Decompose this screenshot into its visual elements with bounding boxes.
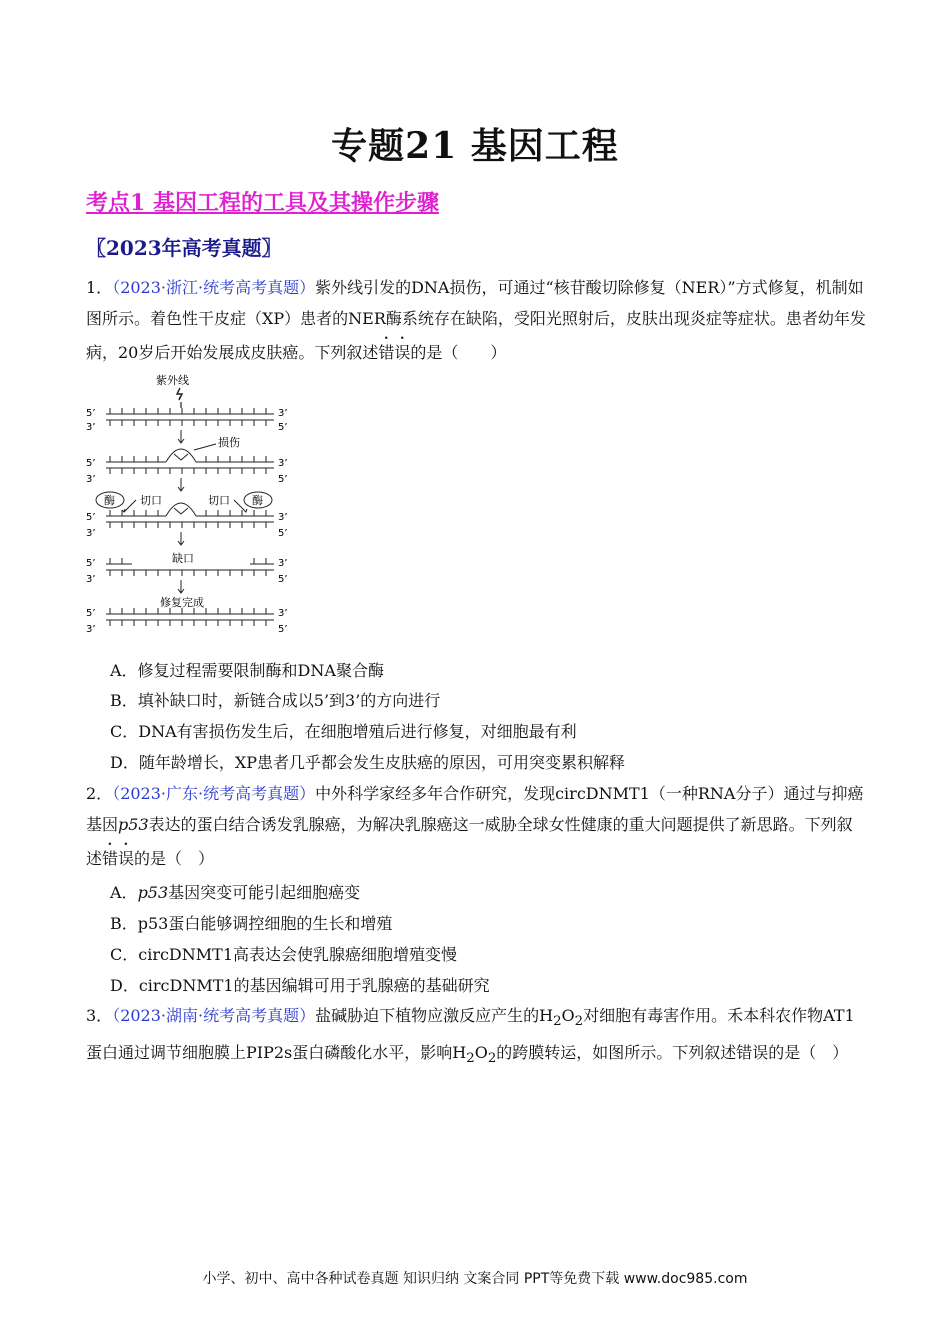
- subscript: 2: [574, 1014, 584, 1030]
- end-label: 5’: [278, 474, 288, 485]
- end-label: 5’: [86, 408, 96, 419]
- dna-row-1: [106, 408, 274, 426]
- question-3: [86, 1000, 866, 1074]
- question-2: [86, 778, 866, 874]
- end-label: 5’: [86, 512, 96, 523]
- year-heading: 〖2023年高考真题〗: [86, 236, 282, 260]
- question-text: 紫外线引发的DNA损伤，可通过“核苷酸切除修复（NER）”方式修复，机制如图所示。着色性干皮症（XP）患者的NER酶系统存在缺陷，受阳光照射后，皮肤出现炎症等症状。患者幼年发病，20岁后开始发展成皮肤癌。下列叙述: [86, 278, 866, 362]
- end-label: 5’: [86, 458, 96, 469]
- end-label: 3’: [86, 474, 96, 485]
- gene-name: p53: [118, 815, 149, 834]
- question-number: 3．: [86, 1006, 113, 1025]
- enzyme-label: 酶: [104, 494, 115, 507]
- question-text-end: 的是（ ）: [134, 849, 215, 868]
- dna-row-3: [96, 492, 274, 528]
- page-title: 专题21 基因工程: [331, 125, 619, 167]
- q2-option-c: C．circDNMT1高表达会使乳腺癌细胞增殖变慢: [110, 945, 457, 964]
- question-source: （2023·广东·统考高考真题）: [112, 784, 316, 803]
- enzyme-label: 酶: [252, 494, 263, 507]
- q1-option-c: C．DNA有害损伤发生后，在细胞增殖后进行修复，对细胞最有利: [110, 722, 577, 741]
- cut-label: 切口: [208, 494, 230, 507]
- end-label: 3’: [86, 624, 96, 635]
- question-text: 盐碱胁迫下植物应激反应产生的H: [315, 1006, 554, 1025]
- q2-option-b: B．p53蛋白能够调控细胞的生长和增殖: [110, 914, 393, 933]
- end-label: 5’: [278, 528, 288, 539]
- gene-name: p53: [137, 883, 169, 902]
- subscript: 2: [553, 1014, 562, 1030]
- question-text: O: [561, 1006, 575, 1025]
- q1-option-a: A．修复过程需要限制酶和DNA聚合酶: [110, 661, 384, 680]
- option-label: A．: [110, 883, 138, 902]
- subscript: 2: [466, 1051, 475, 1067]
- emphasis-text: 错误: [102, 849, 135, 868]
- dna-repair-figure: [84, 370, 304, 640]
- end-label: 3’: [278, 458, 288, 469]
- q2-option-a: [110, 882, 360, 904]
- question-text: 表达的蛋白结合诱发乳腺癌，为解决乳腺癌这一威胁全球女性健康的重大问题提供了新思路。下列叙述: [86, 815, 853, 868]
- q1-option-d: D．随年龄增长，XP患者几乎都会发生皮肤癌的原因，可用突变累积解释: [110, 753, 625, 772]
- end-label: 3’: [86, 528, 96, 539]
- page-footer: 小学、初中、高中各种试卷真题 知识归纳 文案合同 PPT等免费下载 www.doc985.com: [202, 1271, 748, 1287]
- cut-label: 切口: [140, 494, 162, 507]
- dna-row-5: [106, 608, 274, 626]
- question-number: 1．: [86, 278, 113, 297]
- question-source: （2023·湖南·统考高考真题）: [112, 1006, 316, 1025]
- question-text: 对细胞有毒害作用。禾本科农作物AT1蛋白通过调节细胞膜上PIP2s蛋白磷酸化水平，影响H: [86, 1006, 855, 1063]
- gap-label: 缺口: [172, 552, 194, 565]
- end-label: 5’: [278, 422, 288, 433]
- question-text-end: 的是（ ）: [410, 343, 507, 362]
- emphasis-text: 错误: [378, 343, 411, 362]
- done-label: 修复完成: [160, 596, 204, 609]
- uv-label: 紫外线: [156, 374, 189, 387]
- section-heading: 考点1 基因工程的工具及其操作步骤: [86, 190, 439, 216]
- subscript: 2: [487, 1051, 497, 1067]
- question-text-end: 的跨膜转运，如图所示。下列叙述错误的是（ ）: [496, 1043, 849, 1063]
- question-number: 2．: [86, 784, 113, 803]
- question-text: 中外科学家经多年合作研究，发现circDNMT1（一种RNA分子）通过与抑癌基因: [86, 784, 864, 834]
- question-text: O: [474, 1043, 488, 1063]
- q2-option-d: D．circDNMT1的基因编辑可用于乳腺癌的基础研究: [110, 976, 490, 995]
- question-source: （2023·浙江·统考高考真题）: [112, 278, 316, 297]
- end-label: 5’: [278, 624, 288, 635]
- end-label: 3’: [86, 422, 96, 433]
- end-label: 3’: [278, 608, 288, 619]
- damage-label: 损伤: [218, 436, 240, 449]
- end-label: 5’: [278, 574, 288, 585]
- uv-arrow-icon: [177, 388, 182, 400]
- end-label: 3’: [278, 558, 288, 569]
- end-label: 3’: [278, 408, 288, 419]
- q1-option-b: B．填补缺口时，新链合成以5’到3’的方向进行: [110, 691, 441, 710]
- end-label: 3’: [278, 512, 288, 523]
- dna-row-2: [106, 444, 274, 474]
- question-1: [86, 272, 866, 368]
- option-text: 基因突变可能引起细胞癌变: [168, 883, 361, 902]
- end-label: 5’: [86, 608, 96, 619]
- end-label: 3’: [86, 574, 96, 585]
- end-label: 5’: [86, 558, 96, 569]
